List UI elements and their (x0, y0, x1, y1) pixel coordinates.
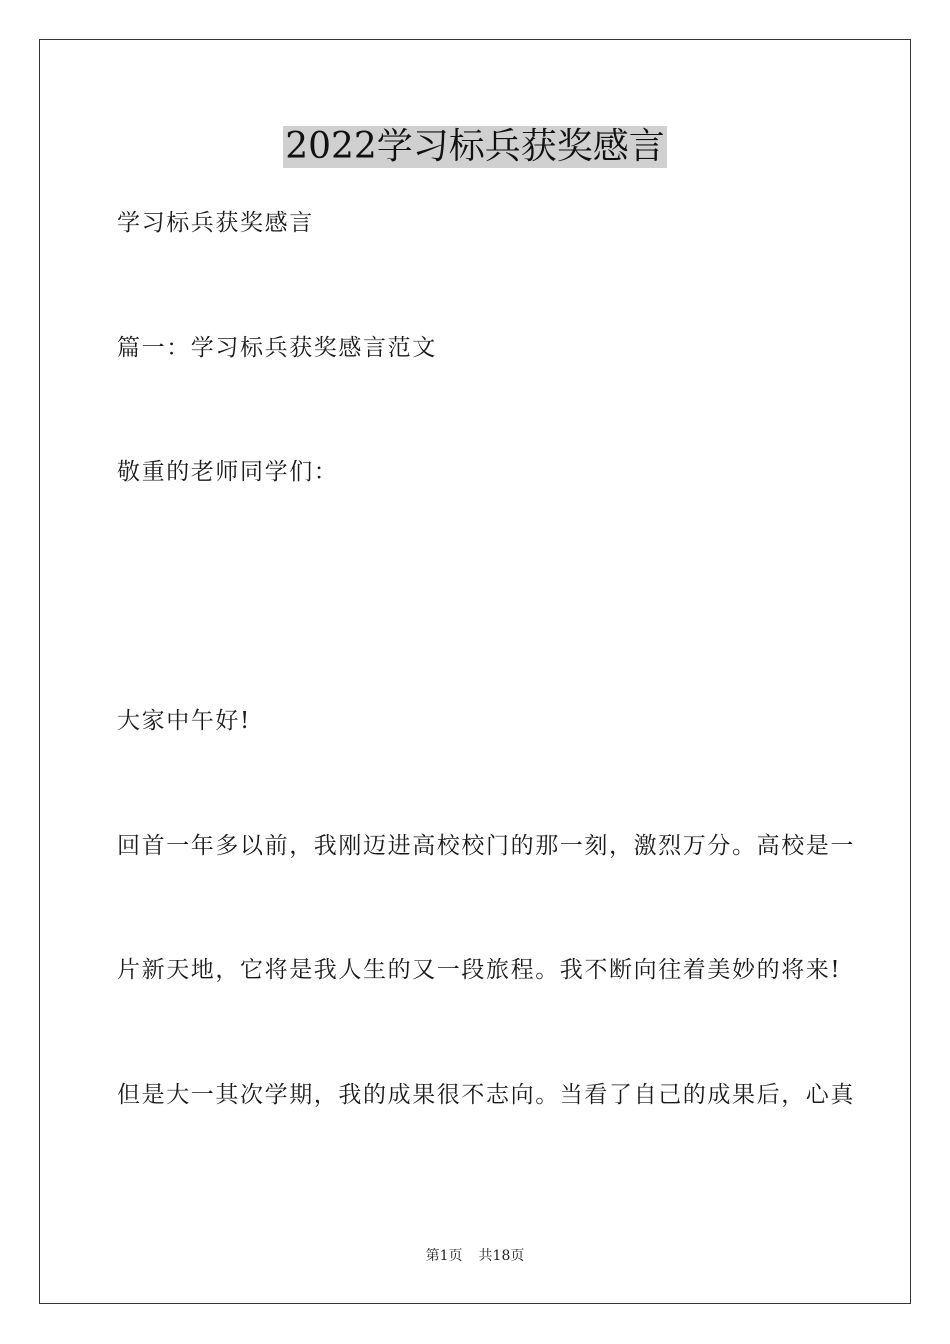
paragraph-subtitle: 学习标兵获奖感言 (117, 210, 314, 236)
title-container (0, 126, 950, 168)
page-number-total: 共18页 (478, 1248, 525, 1264)
paragraph-salutation: 敬重的老师同学们： (117, 459, 339, 485)
paragraph-body-line-2: 片新天地，它将是我人生的又一段旅程。我不断向往着美妙的将来! (117, 957, 842, 983)
paragraph-greeting: 大家中午好! (117, 708, 251, 734)
page-footer (0, 1247, 950, 1265)
paragraph-section-heading: 篇一：学习标兵获奖感言范文 (117, 335, 437, 361)
page-number-current: 第1页 (425, 1248, 463, 1264)
document-title: 2022学习标兵获奖感言 (285, 126, 665, 167)
paragraph-body-line-1: 回首一年多以前，我刚迈进高校校门的那一刻，激烈万分。高校是一 (117, 833, 855, 859)
paragraph-body-line-3: 但是大一其次学期，我的成果很不志向。当看了自己的成果后，心真 (117, 1082, 855, 1108)
